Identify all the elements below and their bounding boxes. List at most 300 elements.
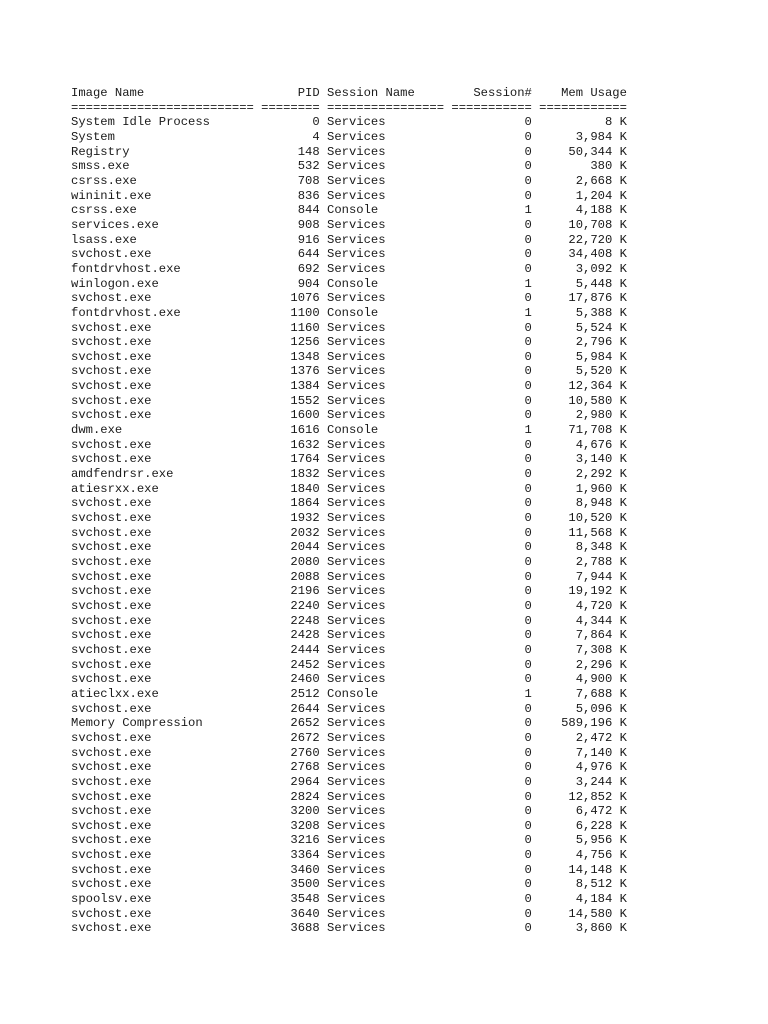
- session-name-cell: Console: [327, 276, 445, 291]
- column-header-mem-usage: Mem Usage: [539, 86, 627, 100]
- pid-cell: 2428: [261, 628, 320, 643]
- mem-usage-cell: 8,948 K: [539, 496, 627, 511]
- process-row: [71, 804, 627, 819]
- image-name-cell: svchost.exe: [71, 642, 254, 657]
- session-name-cell: Services: [327, 467, 445, 482]
- session-name-cell: Services: [327, 569, 445, 584]
- session-name-cell: Services: [327, 716, 445, 731]
- session-name-cell: Services: [327, 701, 445, 716]
- mem-usage-cell: 2,980 K: [539, 408, 627, 423]
- separator-mem-usage: ============: [539, 100, 627, 115]
- session-number-cell: 0: [451, 716, 532, 731]
- session-name-cell: Services: [327, 833, 445, 848]
- mem-usage-cell: 2,796 K: [539, 335, 627, 350]
- column-header-pid: PID: [261, 86, 320, 100]
- pid-cell: 4: [261, 129, 320, 144]
- session-number-cell: 0: [451, 745, 532, 760]
- separator-session-name: ================: [327, 100, 445, 115]
- mem-usage-cell: 2,292 K: [539, 467, 627, 482]
- process-row: [71, 511, 627, 526]
- mem-usage-cell: 14,580 K: [539, 906, 627, 921]
- image-name-cell: wininit.exe: [71, 188, 254, 203]
- pid-cell: 1864: [261, 496, 320, 511]
- mem-usage-cell: 4,720 K: [539, 598, 627, 613]
- mem-usage-cell: 6,228 K: [539, 818, 627, 833]
- pid-cell: 1932: [261, 511, 320, 526]
- process-row: [71, 746, 627, 761]
- mem-usage-cell: 5,956 K: [539, 833, 627, 848]
- mem-usage-cell: 3,860 K: [539, 921, 627, 936]
- image-name-cell: csrss.exe: [71, 173, 254, 188]
- pid-cell: 148: [261, 144, 320, 159]
- session-number-cell: 0: [451, 833, 532, 848]
- session-name-cell: Services: [327, 789, 445, 804]
- session-number-cell: 1: [451, 686, 532, 701]
- session-number-cell: 0: [451, 760, 532, 775]
- pid-cell: 836: [261, 188, 320, 203]
- mem-usage-cell: 3,984 K: [539, 129, 627, 144]
- session-name-cell: Services: [327, 804, 445, 819]
- mem-usage-cell: 4,756 K: [539, 848, 627, 863]
- mem-usage-cell: 7,944 K: [539, 569, 627, 584]
- mem-usage-cell: 8,348 K: [539, 540, 627, 555]
- session-number-cell: 0: [451, 467, 532, 482]
- session-number-cell: 0: [451, 613, 532, 628]
- session-name-cell: Services: [327, 598, 445, 613]
- process-row: [71, 321, 627, 336]
- session-name-cell: Services: [327, 745, 445, 760]
- separator-pid: ========: [261, 100, 320, 115]
- mem-usage-cell: 3,092 K: [539, 261, 627, 276]
- image-name-cell: svchost.exe: [71, 613, 254, 628]
- session-number-cell: 0: [451, 320, 532, 335]
- session-name-cell: Services: [327, 232, 445, 247]
- process-row: [71, 907, 627, 922]
- pid-cell: 1100: [261, 305, 320, 320]
- session-number-cell: 0: [451, 335, 532, 350]
- image-name-cell: svchost.exe: [71, 555, 254, 569]
- mem-usage-cell: 5,388 K: [539, 305, 627, 320]
- pid-cell: 2032: [261, 525, 320, 540]
- session-name-cell: Services: [327, 496, 445, 511]
- session-name-cell: Services: [327, 408, 445, 423]
- pid-cell: 2240: [261, 598, 320, 613]
- process-row: [71, 364, 627, 379]
- image-name-cell: System Idle Process: [71, 115, 254, 130]
- image-name-cell: services.exe: [71, 217, 254, 232]
- mem-usage-cell: 6,472 K: [539, 804, 627, 819]
- pid-cell: 2080: [261, 555, 320, 569]
- image-name-cell: svchost.exe: [71, 877, 254, 892]
- session-name-cell: Services: [327, 349, 445, 364]
- process-row: [71, 555, 627, 570]
- pid-cell: 2444: [261, 642, 320, 657]
- process-row: [71, 921, 627, 936]
- session-name-cell: Services: [327, 291, 445, 306]
- pid-cell: 3200: [261, 804, 320, 819]
- process-row: [71, 584, 627, 599]
- image-name-cell: svchost.exe: [71, 408, 254, 423]
- session-name-cell: Services: [327, 730, 445, 745]
- mem-usage-cell: 11,568 K: [539, 525, 627, 540]
- pid-cell: 1160: [261, 320, 320, 335]
- pid-cell: 1076: [261, 291, 320, 306]
- column-header-session-number: Session#: [451, 86, 532, 100]
- process-row: [71, 599, 627, 614]
- process-row: [71, 482, 627, 497]
- pid-cell: 904: [261, 276, 320, 291]
- image-name-cell: svchost.exe: [71, 349, 254, 364]
- pid-cell: 2452: [261, 657, 320, 672]
- process-row: [71, 775, 627, 790]
- process-row: [71, 716, 627, 731]
- session-number-cell: 0: [451, 159, 532, 174]
- process-row: [71, 408, 627, 423]
- image-name-cell: atiesrxx.exe: [71, 481, 254, 496]
- image-name-cell: svchost.exe: [71, 393, 254, 408]
- pid-cell: 2760: [261, 745, 320, 760]
- process-row: [71, 877, 627, 892]
- column-header-image-name: Image Name: [71, 86, 254, 100]
- pid-cell: 2644: [261, 701, 320, 716]
- session-number-cell: 0: [451, 701, 532, 716]
- session-name-cell: Services: [327, 921, 445, 936]
- image-name-cell: svchost.exe: [71, 437, 254, 452]
- image-name-cell: lsass.exe: [71, 232, 254, 247]
- session-number-cell: 0: [451, 555, 532, 569]
- mem-usage-cell: 5,984 K: [539, 349, 627, 364]
- process-row: [71, 540, 627, 555]
- session-name-cell: Services: [327, 159, 445, 174]
- session-number-cell: 0: [451, 906, 532, 921]
- session-number-cell: 0: [451, 393, 532, 408]
- session-name-cell: Console: [327, 203, 445, 218]
- process-row: [71, 819, 627, 834]
- mem-usage-cell: 2,788 K: [539, 555, 627, 569]
- pid-cell: 2964: [261, 774, 320, 789]
- session-number-cell: 0: [451, 349, 532, 364]
- mem-usage-cell: 1,204 K: [539, 188, 627, 203]
- pid-cell: 3688: [261, 921, 320, 936]
- pid-cell: 2672: [261, 730, 320, 745]
- pid-cell: 1552: [261, 393, 320, 408]
- process-row: [71, 672, 627, 687]
- session-number-cell: 0: [451, 569, 532, 584]
- session-name-cell: Services: [327, 584, 445, 599]
- process-row: [71, 833, 627, 848]
- pid-cell: 2824: [261, 789, 320, 804]
- session-name-cell: Services: [327, 657, 445, 672]
- session-name-cell: Services: [327, 364, 445, 379]
- pid-cell: 692: [261, 261, 320, 276]
- process-row: [71, 379, 627, 394]
- process-row: [71, 115, 627, 130]
- process-list: [71, 115, 627, 936]
- session-number-cell: 0: [451, 921, 532, 936]
- mem-usage-cell: 5,520 K: [539, 364, 627, 379]
- image-name-cell: svchost.exe: [71, 525, 254, 540]
- mem-usage-cell: 10,580 K: [539, 393, 627, 408]
- pid-cell: 3364: [261, 848, 320, 863]
- session-name-cell: Services: [327, 760, 445, 775]
- image-name-cell: svchost.exe: [71, 804, 254, 819]
- process-row: [71, 174, 627, 189]
- process-row: [71, 159, 627, 174]
- image-name-cell: dwm.exe: [71, 423, 254, 438]
- pid-cell: 3500: [261, 877, 320, 892]
- mem-usage-cell: 71,708 K: [539, 423, 627, 438]
- pid-cell: 1840: [261, 481, 320, 496]
- image-name-cell: svchost.exe: [71, 760, 254, 775]
- process-row: [71, 863, 627, 878]
- mem-usage-cell: 380 K: [539, 159, 627, 174]
- session-number-cell: 0: [451, 584, 532, 599]
- session-number-cell: 0: [451, 862, 532, 877]
- mem-usage-cell: 7,864 K: [539, 628, 627, 643]
- session-number-cell: 0: [451, 437, 532, 452]
- session-name-cell: Services: [327, 818, 445, 833]
- session-name-cell: Services: [327, 613, 445, 628]
- pid-cell: 916: [261, 232, 320, 247]
- mem-usage-cell: 7,140 K: [539, 745, 627, 760]
- pid-cell: 3216: [261, 833, 320, 848]
- pid-cell: 1384: [261, 379, 320, 394]
- process-row: [71, 790, 627, 805]
- process-row: [71, 526, 627, 541]
- session-number-cell: 0: [451, 188, 532, 203]
- session-name-cell: Services: [327, 115, 445, 130]
- pid-cell: 2512: [261, 686, 320, 701]
- image-name-cell: svchost.exe: [71, 774, 254, 789]
- image-name-cell: smss.exe: [71, 159, 254, 174]
- pid-cell: 844: [261, 203, 320, 218]
- image-name-cell: fontdrvhost.exe: [71, 261, 254, 276]
- session-number-cell: 0: [451, 247, 532, 262]
- header-row: [71, 86, 627, 101]
- session-name-cell: Services: [327, 848, 445, 863]
- mem-usage-cell: 8,512 K: [539, 877, 627, 892]
- image-name-cell: svchost.exe: [71, 730, 254, 745]
- session-name-cell: Services: [327, 379, 445, 394]
- session-name-cell: Console: [327, 423, 445, 438]
- session-number-cell: 0: [451, 818, 532, 833]
- pid-cell: 2196: [261, 584, 320, 599]
- mem-usage-cell: 7,308 K: [539, 642, 627, 657]
- image-name-cell: System: [71, 129, 254, 144]
- process-row: [71, 438, 627, 453]
- image-name-cell: svchost.exe: [71, 452, 254, 467]
- session-name-cell: Services: [327, 261, 445, 276]
- image-name-cell: fontdrvhost.exe: [71, 305, 254, 320]
- session-name-cell: Services: [327, 628, 445, 643]
- session-number-cell: 0: [451, 481, 532, 496]
- pid-cell: 908: [261, 217, 320, 232]
- mem-usage-cell: 1,960 K: [539, 481, 627, 496]
- mem-usage-cell: 2,668 K: [539, 173, 627, 188]
- image-name-cell: svchost.exe: [71, 745, 254, 760]
- image-name-cell: svchost.exe: [71, 496, 254, 511]
- mem-usage-cell: 2,296 K: [539, 657, 627, 672]
- session-number-cell: 1: [451, 276, 532, 291]
- image-name-cell: spoolsv.exe: [71, 892, 254, 907]
- mem-usage-cell: 2,472 K: [539, 730, 627, 745]
- process-row: [71, 277, 627, 292]
- process-row: [71, 145, 627, 160]
- image-name-cell: svchost.exe: [71, 862, 254, 877]
- session-number-cell: 0: [451, 232, 532, 247]
- session-name-cell: Services: [327, 555, 445, 569]
- session-number-cell: 1: [451, 203, 532, 218]
- separator-session-number: ===========: [451, 100, 532, 115]
- session-number-cell: 0: [451, 804, 532, 819]
- mem-usage-cell: 34,408 K: [539, 247, 627, 262]
- process-row: [71, 350, 627, 365]
- column-header-session-name: Session Name: [327, 86, 445, 100]
- session-number-cell: 0: [451, 525, 532, 540]
- process-row: [71, 203, 627, 218]
- image-name-cell: svchost.exe: [71, 921, 254, 936]
- session-number-cell: 0: [451, 452, 532, 467]
- session-number-cell: 0: [451, 642, 532, 657]
- mem-usage-cell: 4,188 K: [539, 203, 627, 218]
- session-number-cell: 0: [451, 598, 532, 613]
- image-name-cell: svchost.exe: [71, 848, 254, 863]
- mem-usage-cell: 5,096 K: [539, 701, 627, 716]
- mem-usage-cell: 17,876 K: [539, 291, 627, 306]
- pid-cell: 2248: [261, 613, 320, 628]
- mem-usage-cell: 4,184 K: [539, 892, 627, 907]
- session-number-cell: 0: [451, 364, 532, 379]
- image-name-cell: csrss.exe: [71, 203, 254, 218]
- mem-usage-cell: 4,976 K: [539, 760, 627, 775]
- mem-usage-cell: 14,148 K: [539, 862, 627, 877]
- image-name-cell: svchost.exe: [71, 379, 254, 394]
- process-row: [71, 760, 627, 775]
- session-number-cell: 0: [451, 511, 532, 526]
- session-number-cell: 0: [451, 291, 532, 306]
- image-name-cell: svchost.exe: [71, 701, 254, 716]
- session-name-cell: Services: [327, 862, 445, 877]
- image-name-cell: svchost.exe: [71, 511, 254, 526]
- process-row: [71, 247, 627, 262]
- session-name-cell: Services: [327, 540, 445, 555]
- image-name-cell: svchost.exe: [71, 569, 254, 584]
- image-name-cell: svchost.exe: [71, 335, 254, 350]
- mem-usage-cell: 4,344 K: [539, 613, 627, 628]
- mem-usage-cell: 12,852 K: [539, 789, 627, 804]
- pid-cell: 0: [261, 115, 320, 130]
- mem-usage-cell: 12,364 K: [539, 379, 627, 394]
- session-number-cell: 0: [451, 173, 532, 188]
- session-name-cell: Services: [327, 335, 445, 350]
- process-row: [71, 335, 627, 350]
- session-number-cell: 0: [451, 540, 532, 555]
- session-number-cell: 1: [451, 423, 532, 438]
- image-name-cell: svchost.exe: [71, 833, 254, 848]
- pid-cell: 2088: [261, 569, 320, 584]
- session-name-cell: Services: [327, 642, 445, 657]
- pid-cell: 1256: [261, 335, 320, 350]
- pid-cell: 2460: [261, 672, 320, 687]
- session-name-cell: Services: [327, 892, 445, 907]
- pid-cell: 1616: [261, 423, 320, 438]
- process-row: [71, 687, 627, 702]
- tasklist-output: [71, 86, 627, 936]
- process-row: [71, 496, 627, 511]
- image-name-cell: svchost.exe: [71, 818, 254, 833]
- mem-usage-cell: 8 K: [539, 115, 627, 130]
- image-name-cell: Memory Compression: [71, 716, 254, 731]
- session-number-cell: 0: [451, 892, 532, 907]
- mem-usage-cell: 22,720 K: [539, 232, 627, 247]
- mem-usage-cell: 7,688 K: [539, 686, 627, 701]
- pid-cell: 1632: [261, 437, 320, 452]
- process-row: [71, 628, 627, 643]
- mem-usage-cell: 3,140 K: [539, 452, 627, 467]
- session-number-cell: 0: [451, 217, 532, 232]
- session-number-cell: 0: [451, 848, 532, 863]
- session-name-cell: Services: [327, 393, 445, 408]
- pid-cell: 644: [261, 247, 320, 262]
- process-row: [71, 423, 627, 438]
- pid-cell: 3640: [261, 906, 320, 921]
- pid-cell: 1832: [261, 467, 320, 482]
- pid-cell: 708: [261, 173, 320, 188]
- pid-cell: 1348: [261, 349, 320, 364]
- session-name-cell: Services: [327, 511, 445, 526]
- mem-usage-cell: 4,676 K: [539, 437, 627, 452]
- pid-cell: 3208: [261, 818, 320, 833]
- session-name-cell: Services: [327, 144, 445, 159]
- process-row: [71, 233, 627, 248]
- process-row: [71, 394, 627, 409]
- process-row: [71, 189, 627, 204]
- mem-usage-cell: 4,900 K: [539, 672, 627, 687]
- process-row: [71, 130, 627, 145]
- separator-row: [71, 101, 627, 116]
- pid-cell: 3548: [261, 892, 320, 907]
- mem-usage-cell: 5,524 K: [539, 320, 627, 335]
- image-name-cell: svchost.exe: [71, 598, 254, 613]
- session-name-cell: Services: [327, 173, 445, 188]
- session-number-cell: 0: [451, 877, 532, 892]
- image-name-cell: amdfendrsr.exe: [71, 467, 254, 482]
- mem-usage-cell: 10,708 K: [539, 217, 627, 232]
- session-number-cell: 0: [451, 144, 532, 159]
- session-number-cell: 0: [451, 379, 532, 394]
- process-row: [71, 892, 627, 907]
- process-row: [71, 702, 627, 717]
- session-name-cell: Services: [327, 188, 445, 203]
- session-name-cell: Services: [327, 452, 445, 467]
- session-name-cell: Services: [327, 906, 445, 921]
- session-number-cell: 0: [451, 115, 532, 130]
- process-row: [71, 658, 627, 673]
- session-number-cell: 0: [451, 730, 532, 745]
- session-number-cell: 0: [451, 628, 532, 643]
- session-name-cell: Services: [327, 320, 445, 335]
- process-row: [71, 306, 627, 321]
- image-name-cell: svchost.exe: [71, 657, 254, 672]
- image-name-cell: svchost.exe: [71, 364, 254, 379]
- image-name-cell: atieclxx.exe: [71, 686, 254, 701]
- image-name-cell: svchost.exe: [71, 584, 254, 599]
- process-row: [71, 643, 627, 658]
- image-name-cell: svchost.exe: [71, 320, 254, 335]
- image-name-cell: svchost.exe: [71, 540, 254, 555]
- pid-cell: 532: [261, 159, 320, 174]
- pid-cell: 1600: [261, 408, 320, 423]
